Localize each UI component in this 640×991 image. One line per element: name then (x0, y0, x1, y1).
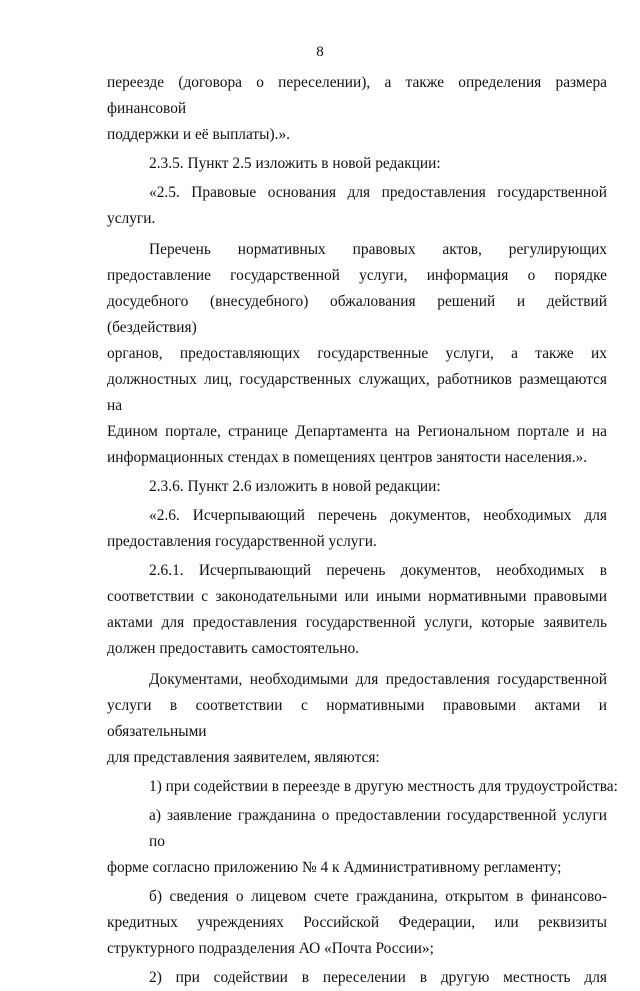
text-line: информационных стендах в помещениях центров занятости населения.». (107, 449, 588, 466)
text-line: 1) при содействии в переезде в другую местность для трудоустройства: (149, 778, 618, 795)
text-line: кредитных учреждениях Российской Федерации, или реквизиты (107, 914, 607, 931)
text-line: соответствии с законодательными или иными нормативными правовыми (107, 588, 607, 605)
text-line: а) заявление гражданина о предоставлении государственной услуги по (149, 807, 607, 850)
text-line: форме согласно приложению № 4 к Административному регламенту; (107, 859, 562, 876)
document-body (107, 70, 618, 991)
text-line: предоставление государственной услуги, информация о порядке (107, 267, 607, 284)
text-line: досудебного (внесудебного) обжалования решений и действий (бездействия) (107, 293, 607, 336)
text-line: Документами, необходимыми для предоставления государственной (149, 671, 607, 688)
text-line: б) сведения о лицевом счете гражданина, открытом в финансово- (149, 888, 607, 905)
text-line: поддержки и её выплаты).». (107, 126, 291, 143)
text-line: должностных лиц, государственных служащих, работников размещаются на (107, 371, 607, 414)
text-line: для представления заявителем, являются: (107, 749, 380, 766)
text-line: предоставления государственной услуги. (107, 533, 377, 550)
text-line: «2.6. Исчерпывающий перечень документов, необходимых для (149, 507, 607, 524)
text-line: 2) при содействии в переселении в другую местность для (149, 969, 607, 986)
text-line: Перечень нормативных правовых актов, регулирующих (149, 241, 607, 258)
text-line: услуги в соответствии с нормативными правовыми актами и обязательными (107, 697, 607, 740)
page-number: 8 (316, 44, 324, 60)
text-line: 2.3.5. Пункт 2.5 изложить в новой редакции: (149, 155, 441, 172)
text-line: 2.6.1. Исчерпывающий перечень документов, необходимых в (149, 562, 607, 579)
text-line: 2.3.6. Пункт 2.6 изложить в новой редакции: (149, 478, 441, 495)
text-line: актами для предоставления государственной услуги, которые заявитель (107, 614, 607, 631)
text-line: переезде (договора о переселении), а также определения размера финансовой (107, 74, 607, 117)
text-line: «2.5. Правовые основания для предоставления государственной (149, 184, 607, 201)
text-line: услуги. (107, 210, 156, 227)
text-line: Едином портале, странице Департамента на Региональном портале и на (107, 423, 607, 440)
text-line: должен предоставить самостоятельно. (107, 640, 360, 657)
text-line: структурного подразделения АО «Почта России»; (107, 940, 434, 957)
text-line: органов, предоставляющих государственные услуги, а также их (107, 345, 607, 362)
